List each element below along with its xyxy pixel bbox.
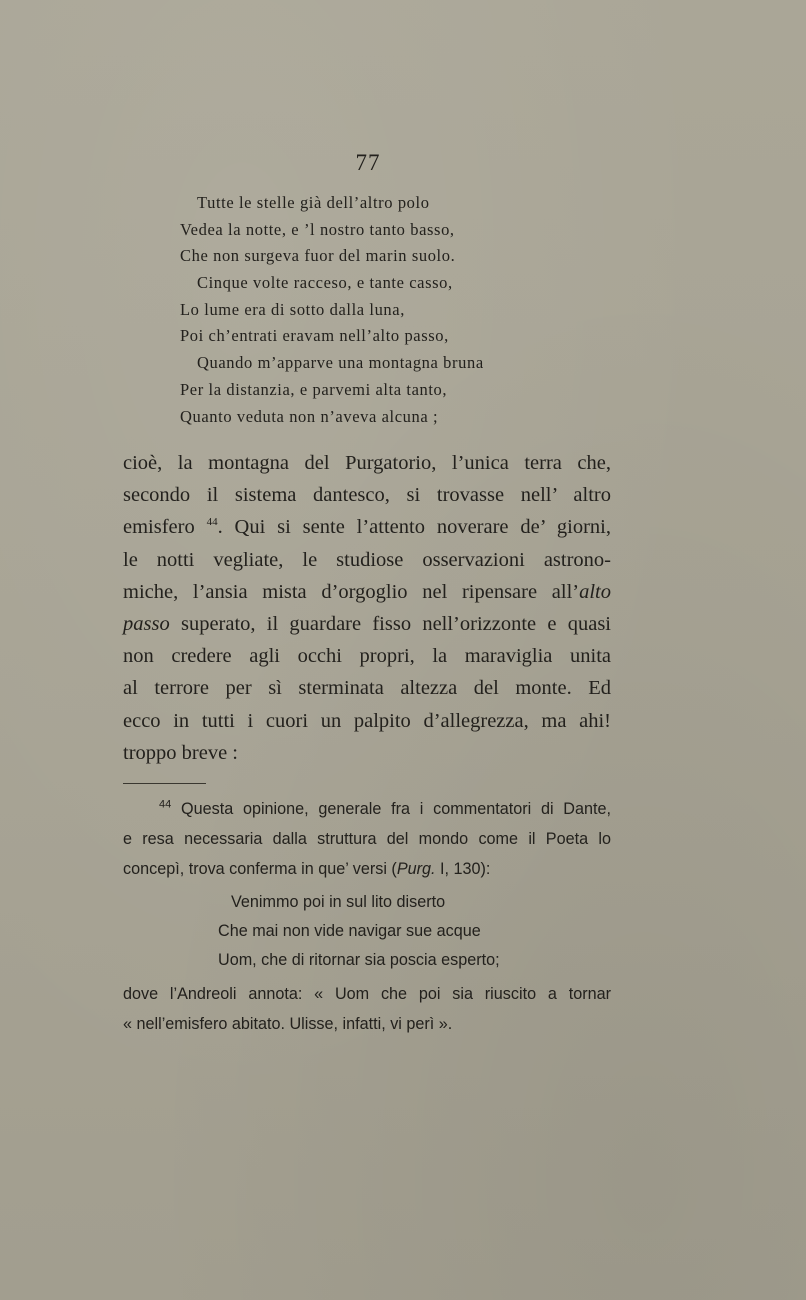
page-number: 77 <box>355 150 381 175</box>
footnote-verse-line: Venimmo poi in sul lito diserto <box>231 893 446 911</box>
prose-text: emisfero <box>123 516 207 539</box>
footnote-line: « nell’emisfero abitato. Ulisse, infatti, vi perì ». <box>123 1015 453 1033</box>
footnote-line: e resa necessaria dalla struttura del mondo come il Poeta lo <box>123 830 611 848</box>
verse-line: Quando m’apparve una montagna bruna <box>197 353 484 373</box>
prose-line: secondo il sistema dantesco, si trovasse nell’ altro <box>123 484 611 507</box>
body-paragraph <box>123 447 611 769</box>
prose-line: le notti vegliate, le studiose osservazioni astrono- <box>123 548 611 571</box>
footnote-separator-rule <box>123 783 206 784</box>
verse-quotation <box>180 190 600 430</box>
verse-line: Cinque volte racceso, e tante casso, <box>197 273 453 293</box>
footnote-text: concepì, trova conferma in que’ versi ( <box>123 860 397 878</box>
prose-line: cioè, la montagna del Purgatorio, l’unica terra che, <box>123 452 611 474</box>
prose-text: . Qui si sente l’attento noverare de’ giorni, <box>217 516 611 539</box>
verse-line: Vedea la notte, e ’l nostro tanto basso, <box>180 219 455 239</box>
prose-line: ecco in tutti i cuori un palpito d’allegrezza, ma ahi! <box>123 709 611 732</box>
prose-text: miche, l’ansia mista d’orgoglio nel ripensare all’ <box>123 580 580 603</box>
prose-line: al terrore per sì sterminata altezza del monte. Ed <box>123 677 611 700</box>
prose-line: non credere agli occhi propri, la maraviglia unita <box>123 645 611 668</box>
prose-text: superato, il guardare fisso nell’orizzonte e quasi <box>169 612 611 635</box>
prose-line <box>123 576 611 608</box>
footnote-text: Questa opinione, generale fra i commentatori di Dante, <box>171 800 611 818</box>
prose-line <box>123 608 611 640</box>
footnote-number: 44 <box>159 798 172 811</box>
italic-phrase: passo <box>123 612 170 635</box>
footnote-reference: 44 <box>206 516 218 529</box>
verse-line: Che non surgeva fuor del marin suolo. <box>180 246 456 266</box>
footnote-verse-line: Che mai non vide navigar sue acque <box>218 922 481 940</box>
footnote-line <box>123 854 611 884</box>
prose-line: troppo breve : <box>123 741 238 764</box>
verse-line: Tutte le stelle già dell’altro polo <box>197 193 430 212</box>
footnote <box>123 794 611 1039</box>
footnote-line <box>123 794 611 824</box>
footnote-text: I, 130): <box>435 860 491 878</box>
italic-phrase: alto <box>579 580 611 603</box>
verse-line: Quanto veduta non n’aveva alcuna ; <box>180 406 439 426</box>
footnote-verse-quotation <box>198 888 611 975</box>
verse-line: Poi ch’entrati eravam nell’alto passo, <box>180 326 449 346</box>
footnote-line: dove l’Andreoli annota: « Uom che poi sia riuscito a tornar <box>123 985 611 1003</box>
footnote-verse-line: Uom, che di ritornar sia poscia esperto; <box>218 951 500 969</box>
prose-line <box>123 511 611 543</box>
italic-citation: Purg. <box>396 860 436 878</box>
verse-line: Per la distanzia, e parvemi alta tanto, <box>180 379 448 399</box>
verse-line: Lo lume era di sotto dalla luna, <box>180 299 405 319</box>
